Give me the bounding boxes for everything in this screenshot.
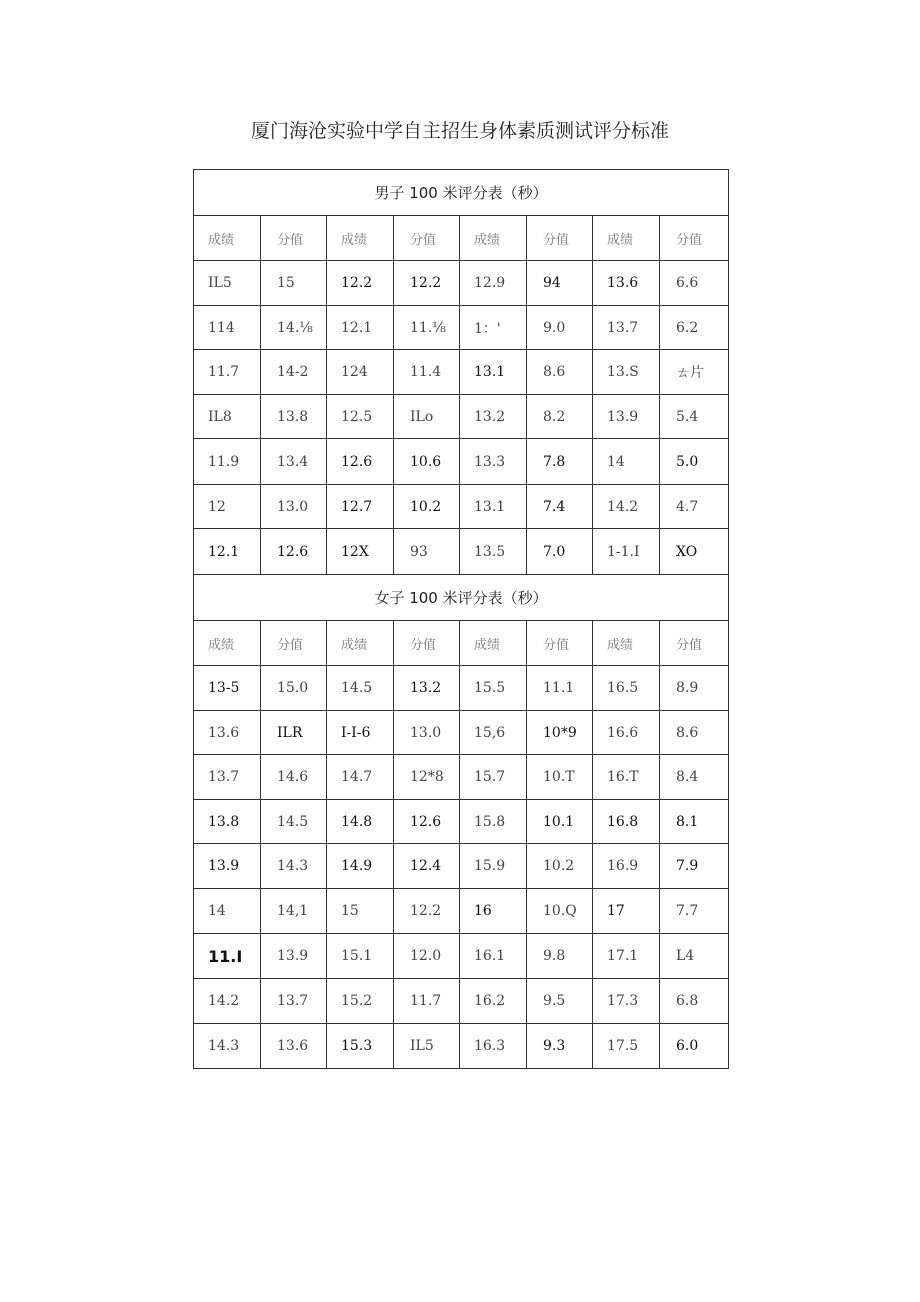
column-header: 分值 — [261, 216, 327, 261]
male-column-header-row — [194, 216, 729, 261]
table-cell: 13.7 — [261, 979, 327, 1024]
table-cell: 13.6 — [593, 261, 660, 306]
table-cell: 10.2 — [394, 485, 460, 529]
table-cell: 7.4 — [527, 485, 593, 529]
table-cell: 13.S — [593, 350, 660, 395]
page-title: 厦门海沧实验中学自主招生身体素质测试评分标准 — [250, 120, 669, 142]
table-cell: XO — [660, 529, 729, 575]
table-cell: 12.1 — [194, 529, 261, 575]
table-cell: 7.8 — [527, 439, 593, 485]
table-row — [194, 261, 729, 306]
table-cell: 14.7 — [327, 755, 394, 800]
table-cell: I-I-6 — [327, 711, 394, 755]
table-cell: 13.6 — [194, 711, 261, 755]
table-cell: 8.2 — [527, 395, 593, 439]
table-row — [194, 844, 729, 889]
column-header: 成绩 — [593, 621, 660, 666]
table-cell: 14.2 — [194, 979, 261, 1024]
table-cell: 6.6 — [660, 261, 729, 306]
table-cell: 10.1 — [527, 800, 593, 844]
table-cell: 15,6 — [460, 711, 527, 755]
column-header: 成绩 — [194, 621, 261, 666]
table-cell: 16.5 — [593, 666, 660, 711]
table-cell: 14.5 — [261, 800, 327, 844]
female-heading-row — [194, 575, 729, 621]
table-cell: 7.0 — [527, 529, 593, 575]
table-cell: 12.7 — [327, 485, 394, 529]
table-cell: 16 — [460, 889, 527, 934]
column-header: 成绩 — [460, 216, 527, 261]
table-cell: IL5 — [394, 1024, 460, 1069]
table-cell: 13.2 — [460, 395, 527, 439]
table-cell: 13.6 — [261, 1024, 327, 1069]
table-row — [194, 1024, 729, 1069]
table-cell: 6.8 — [660, 979, 729, 1024]
table-cell: 14 — [194, 889, 261, 934]
table-cell: 15 — [261, 261, 327, 306]
column-header: 成绩 — [460, 621, 527, 666]
column-header: 成绩 — [327, 621, 394, 666]
table-cell: 8.1 — [660, 800, 729, 844]
table-row — [194, 934, 729, 979]
table-cell: 8.6 — [660, 711, 729, 755]
table-cell: 14.9 — [327, 844, 394, 889]
table-cell: 9.3 — [527, 1024, 593, 1069]
table-cell: 5.0 — [660, 439, 729, 485]
table-cell: 16.T — [593, 755, 660, 800]
table-cell: 12.9 — [460, 261, 527, 306]
table-cell: 6.2 — [660, 306, 729, 350]
table-cell: ILR — [261, 711, 327, 755]
table-cell: 13.2 — [394, 666, 460, 711]
table-cell: 13.9 — [593, 395, 660, 439]
table-cell: 15.5 — [460, 666, 527, 711]
column-header: 分值 — [660, 621, 729, 666]
table-cell: ILo — [394, 395, 460, 439]
table-cell: 12.0 — [394, 934, 460, 979]
table-cell: 15.0 — [261, 666, 327, 711]
table-cell: 13.9 — [194, 844, 261, 889]
table-cell: 15 — [327, 889, 394, 934]
male-heading-row — [194, 170, 729, 216]
table-cell: 14.6 — [261, 755, 327, 800]
table-row — [194, 529, 729, 575]
table-cell: 13.8 — [194, 800, 261, 844]
table-cell: 17.1 — [593, 934, 660, 979]
table-cell: 15.2 — [327, 979, 394, 1024]
table-cell: 12.6 — [394, 800, 460, 844]
table-cell: 12X — [327, 529, 394, 575]
table-cell: 8.4 — [660, 755, 729, 800]
table-cell: 13.7 — [194, 755, 261, 800]
table-cell: 14-2 — [261, 350, 327, 395]
column-header: 分值 — [527, 216, 593, 261]
table-cell: 12.2 — [327, 261, 394, 306]
table-cell: 10*9 — [527, 711, 593, 755]
table-cell: 11.⅛ — [394, 306, 460, 350]
table-cell: 14.5 — [327, 666, 394, 711]
table-cell: 114 — [194, 306, 261, 350]
table-cell: 11.9 — [194, 439, 261, 485]
table-cell: 14,1 — [261, 889, 327, 934]
table-cell: 14 — [593, 439, 660, 485]
table-cell: 15.1 — [327, 934, 394, 979]
table-cell: 124 — [327, 350, 394, 395]
table-row — [194, 395, 729, 439]
table-cell: 93 — [394, 529, 460, 575]
table-cell: 13.9 — [261, 934, 327, 979]
table-cell: 13.1 — [460, 350, 527, 395]
table-cell: 16.1 — [460, 934, 527, 979]
male-table-heading: 男子 100 米评分表（秒） — [194, 170, 729, 216]
table-cell: 15.7 — [460, 755, 527, 800]
table-cell: 12.6 — [327, 439, 394, 485]
table-cell: 7.9 — [660, 844, 729, 889]
column-header: 分值 — [394, 621, 460, 666]
table-cell: 6.0 — [660, 1024, 729, 1069]
table-cell: 8.9 — [660, 666, 729, 711]
scoring-table — [193, 169, 729, 1069]
table-cell: 13.0 — [394, 711, 460, 755]
table-cell: 11.7 — [394, 979, 460, 1024]
table-cell: 10.6 — [394, 439, 460, 485]
table-cell: 13.1 — [460, 485, 527, 529]
table-cell: 12*8 — [394, 755, 460, 800]
table-row — [194, 711, 729, 755]
table-cell: 10.Q — [527, 889, 593, 934]
table-cell: 7.7 — [660, 889, 729, 934]
table-cell: 14.3 — [261, 844, 327, 889]
table-cell: 16.2 — [460, 979, 527, 1024]
table-cell: 16.9 — [593, 844, 660, 889]
table-row — [194, 979, 729, 1024]
table-cell: 11.I — [194, 934, 261, 979]
table-cell: 11.4 — [394, 350, 460, 395]
table-cell: 9.5 — [527, 979, 593, 1024]
table-cell: 13.7 — [593, 306, 660, 350]
table-cell: 16.3 — [460, 1024, 527, 1069]
table-cell: 12.4 — [394, 844, 460, 889]
column-header: 成绩 — [194, 216, 261, 261]
table-cell: 16.6 — [593, 711, 660, 755]
table-cell: L4 — [660, 934, 729, 979]
table-cell: 11.1 — [527, 666, 593, 711]
female-table-heading: 女子 100 米评分表（秒） — [194, 575, 729, 621]
table-cell: 13.0 — [261, 485, 327, 529]
table-row — [194, 800, 729, 844]
table-cell: 10.T — [527, 755, 593, 800]
table-cell: 13.3 — [460, 439, 527, 485]
table-cell: 14.3 — [194, 1024, 261, 1069]
column-header: 成绩 — [593, 216, 660, 261]
column-header: 成绩 — [327, 216, 394, 261]
table-cell: 15.8 — [460, 800, 527, 844]
table-row — [194, 889, 729, 934]
table-cell: 1-1.I — [593, 529, 660, 575]
table-cell: IL8 — [194, 395, 261, 439]
table-cell: 8.6 — [527, 350, 593, 395]
table-cell: 11.7 — [194, 350, 261, 395]
table-cell: 13-5 — [194, 666, 261, 711]
table-cell: 12.5 — [327, 395, 394, 439]
table-cell: 10.2 — [527, 844, 593, 889]
table-cell: 12.2 — [394, 889, 460, 934]
table-cell: IL5 — [194, 261, 261, 306]
table-cell: 15.3 — [327, 1024, 394, 1069]
table-row — [194, 666, 729, 711]
table-cell: 14.2 — [593, 485, 660, 529]
table-cell: 17.3 — [593, 979, 660, 1024]
table-cell: 14.8 — [327, 800, 394, 844]
column-header: 分值 — [261, 621, 327, 666]
table-cell: 1：' — [460, 306, 527, 350]
table-cell: 9.8 — [527, 934, 593, 979]
table-cell: 14.⅛ — [261, 306, 327, 350]
table-cell: 17.5 — [593, 1024, 660, 1069]
table-cell: 4.7 — [660, 485, 729, 529]
table-cell: 13.4 — [261, 439, 327, 485]
column-header: 分值 — [527, 621, 593, 666]
table-cell: 9.0 — [527, 306, 593, 350]
table-cell: ㄊ片 — [660, 350, 729, 395]
female-column-header-row — [194, 621, 729, 666]
table-row — [194, 350, 729, 395]
table-row — [194, 306, 729, 350]
table-cell: 12.1 — [327, 306, 394, 350]
table-cell: 12.6 — [261, 529, 327, 575]
table-row — [194, 439, 729, 485]
table-cell: 13.8 — [261, 395, 327, 439]
column-header: 分值 — [394, 216, 460, 261]
table-cell: 16.8 — [593, 800, 660, 844]
table-cell: 12 — [194, 485, 261, 529]
table-row — [194, 755, 729, 800]
table-cell: 13.5 — [460, 529, 527, 575]
table-cell: 94 — [527, 261, 593, 306]
table-cell: 17 — [593, 889, 660, 934]
table-cell: 5.4 — [660, 395, 729, 439]
column-header: 分值 — [660, 216, 729, 261]
table-cell: 12.2 — [394, 261, 460, 306]
table-row — [194, 485, 729, 529]
table-cell: 15.9 — [460, 844, 527, 889]
